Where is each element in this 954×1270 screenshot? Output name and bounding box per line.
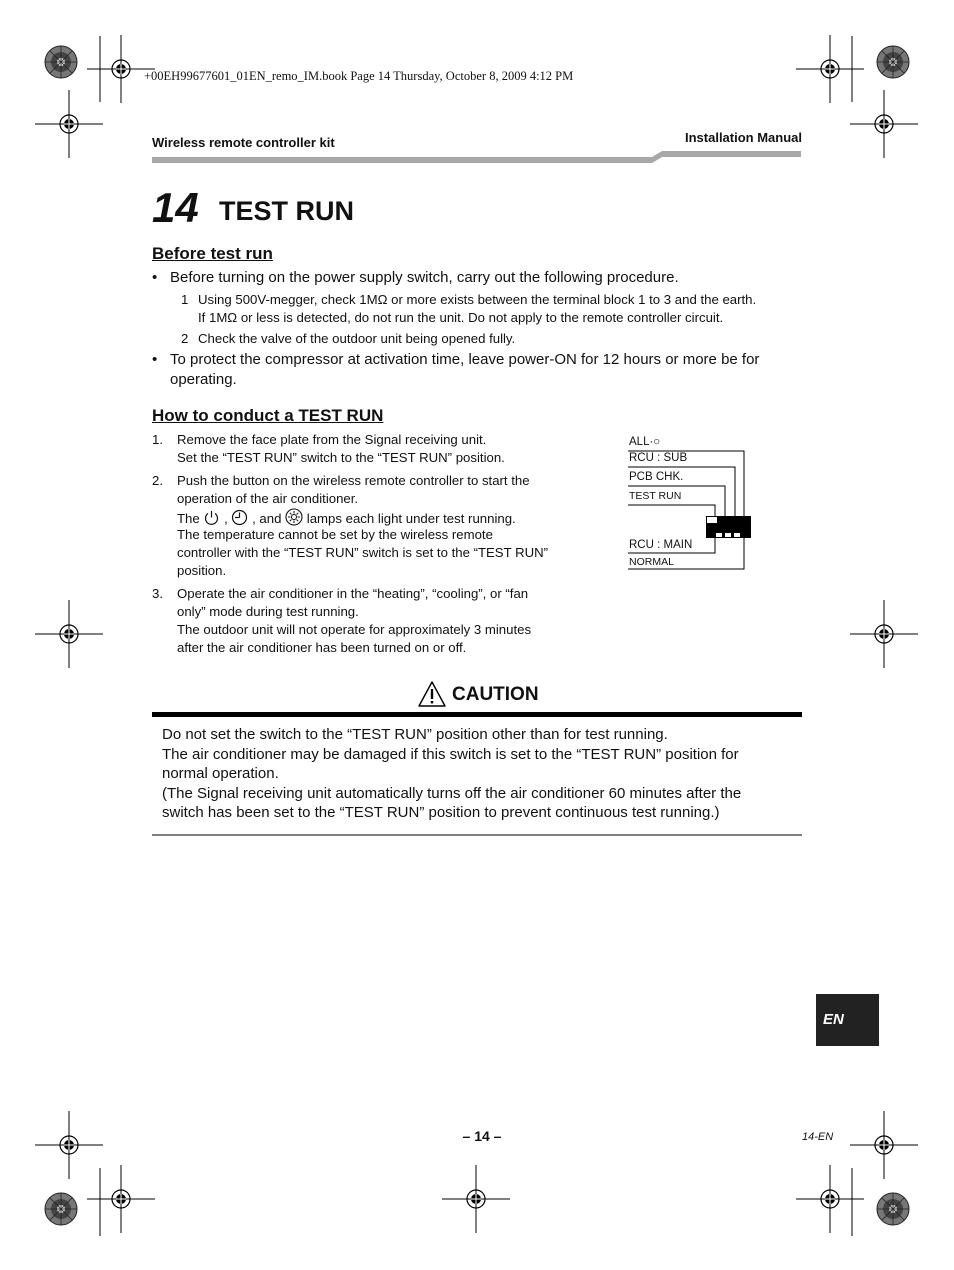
how-step-2-line5: controller with the “TEST RUN” switch is set to the “TEST RUN”: [177, 545, 549, 560]
how-step-1-line1: Remove the face plate from the Signal receiving unit.: [177, 432, 487, 447]
power-icon: [203, 509, 220, 526]
step-number: 2: [181, 331, 189, 346]
step-number: 2.: [152, 473, 163, 488]
bullet-dot: •: [152, 269, 158, 286]
switch-label-all: ALL·○: [629, 436, 661, 448]
how-step-2-line3: [177, 508, 516, 528]
switch-diagram: [624, 432, 756, 572]
how-step-2-line1: Push the button on the wireless remote controller to start the: [177, 473, 530, 488]
text: , and: [252, 511, 282, 526]
caution-body: [162, 725, 797, 823]
operation-icon: [285, 508, 303, 526]
chapter-title: TEST RUN: [219, 196, 354, 226]
how-step-2-line2: operation of the air conditioner.: [177, 491, 359, 506]
before-bullet-1: Before turning on the power supply switch, carry out the following procedure.: [170, 269, 679, 286]
before-step-2: Check the valve of the outdoor unit being opened fully.: [198, 331, 516, 346]
header-right: Installation Manual: [684, 130, 802, 145]
switch-label-pcb-chk: PCB CHK.: [629, 471, 684, 483]
step-number: 1.: [152, 432, 163, 447]
section-title-how: How to conduct a TEST RUN: [152, 406, 384, 425]
switch-label-test-run: TEST RUN: [629, 490, 682, 502]
language-tab-label: EN: [823, 1011, 844, 1028]
caution-line-2: The air conditioner may be damaged if this switch is set to the “TEST RUN” position for: [162, 745, 739, 763]
caution-line-4: (The Signal receiving unit automatically turns off the air conditioner 60 minutes after the: [162, 784, 742, 802]
caution-title: CAUTION: [452, 684, 539, 705]
before-bullet-2-line1: To protect the compressor at activation time, leave power-ON for 12 hours or more be for: [170, 351, 760, 368]
how-step-1-line2: Set the “TEST RUN” switch to the “TEST RUN” position.: [177, 450, 505, 465]
switch-label-rcu-sub: RCU : SUB: [629, 452, 688, 464]
step-number: 3.: [152, 586, 163, 601]
text: lamps each light under test running.: [306, 511, 516, 526]
how-step-2-line6: position.: [177, 563, 227, 578]
caution-line-3: normal operation.: [162, 765, 279, 782]
caution-line-5: switch has been set to the “TEST RUN” position to prevent continuous test running.): [162, 804, 720, 821]
how-step-3-line4: after the air conditioner has been turned on or off.: [177, 640, 467, 655]
how-step-3-line3: The outdoor unit will not operate for approximately 3 minutes: [177, 622, 532, 637]
section-title-before: Before test run: [152, 244, 273, 263]
bullet-dot: •: [152, 351, 158, 368]
how-step-2-line4: The temperature cannot be set by the wireless remote: [177, 527, 493, 542]
how-step-3-line1: Operate the air conditioner in the “heating”, “cooling”, or “fan: [177, 586, 529, 601]
header-left: Wireless remote controller kit: [152, 135, 335, 150]
text: ,: [224, 511, 228, 526]
book-info: +00EH99677601_01EN_remo_IM.book Page 14 Thursday, October 8, 2009 4:12 PM: [144, 69, 574, 83]
switch-label-normal: NORMAL: [629, 556, 674, 568]
warning-triangle-icon: [418, 680, 446, 708]
before-step-1-line1: Using 500V-megger, check 1MΩ or more exists between the terminal block 1 to 3 and the earth.: [198, 292, 757, 307]
caution-line-1: Do not set the switch to the “TEST RUN” position other than for test running.: [162, 726, 668, 743]
language-tab: [816, 994, 879, 1046]
text: The: [177, 511, 200, 526]
before-step-1-line2: If 1MΩ or less is detected, do not run the unit. Do not apply to the remote controller circuit.: [198, 310, 724, 325]
timer-icon: [231, 509, 248, 526]
before-bullet-2-line2: operating.: [170, 371, 237, 388]
step-number: 1: [181, 292, 189, 307]
page-number: – 14 –: [462, 1128, 502, 1144]
switch-label-rcu-main: RCU : MAIN: [629, 539, 693, 551]
how-step-3-line2: only” mode during test running.: [177, 604, 359, 619]
page-code: 14-EN: [802, 1131, 834, 1143]
chapter-number: 14: [152, 184, 199, 231]
